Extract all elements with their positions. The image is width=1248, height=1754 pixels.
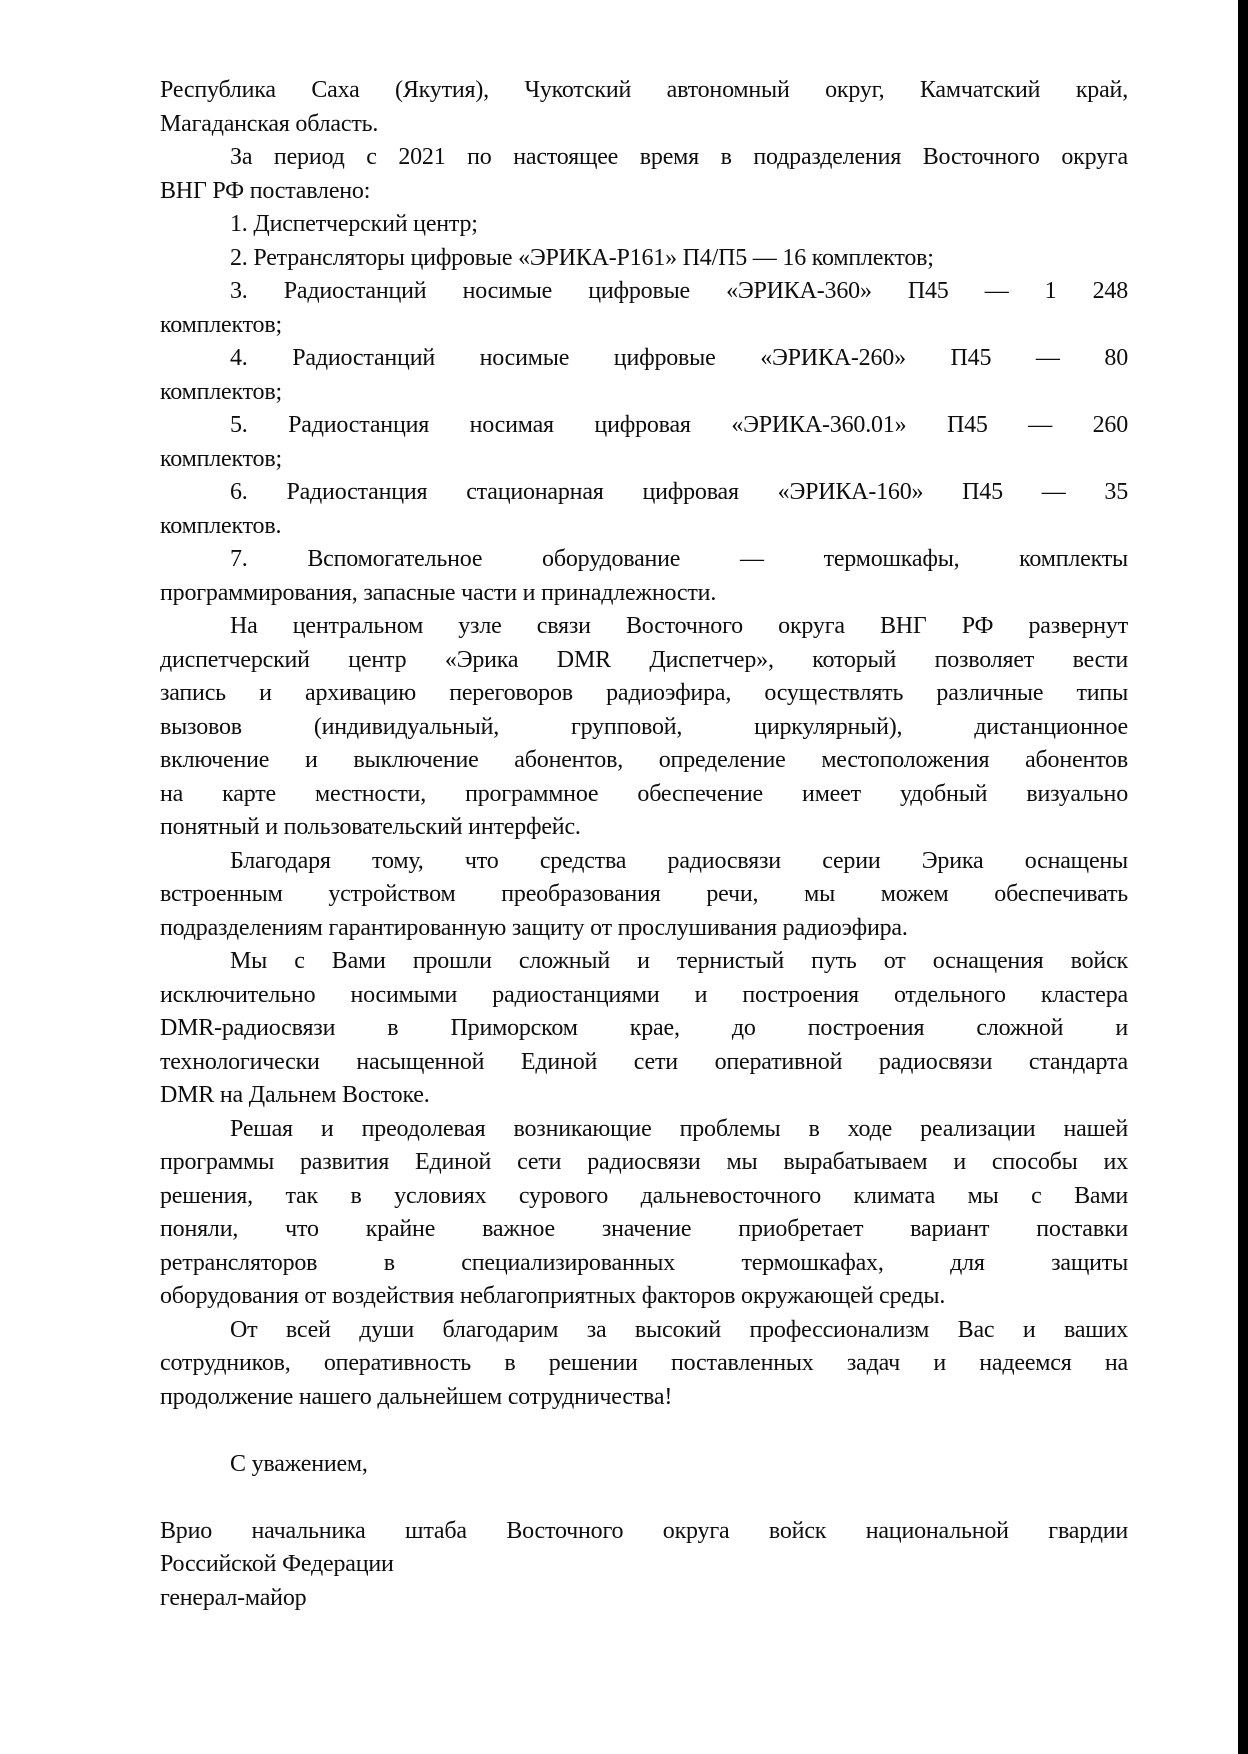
list-item-line: комплектов.	[160, 512, 282, 539]
text-line: запись и архивацию переговоров радиоэфира, осуществлять различные типы	[160, 680, 1128, 706]
list-item-line: программирования, запасные части и принадлежности.	[160, 579, 717, 606]
text-line: Мы с Вами прошли сложный и тернистый путь от оснащения войск	[230, 948, 1128, 974]
text-line: вызовов (индивидуальный, групповой, циркулярный), дистанционное	[160, 713, 1128, 740]
scan-edge-bar	[1238, 0, 1248, 1754]
list-item-line: комплектов;	[160, 445, 282, 472]
text-line: Республика Саха (Якутия), Чукотский автономный округ, Камчатский край,	[160, 77, 1128, 103]
text-line: на карте местности, программное обеспечение имеет удобный визуально	[160, 780, 1128, 807]
text-line: диспетчерский центр «Эрика DMR Диспетчер», который позволяет вести	[160, 646, 1128, 673]
list-item-line: комплектов;	[160, 378, 282, 405]
text-line: сотрудников, оперативность в решении поставленных задач и надеемся на	[160, 1350, 1128, 1376]
text-line: продолжение нашего дальнейшем сотрудничества!	[160, 1383, 673, 1410]
text-line: поняли, что крайне важное значение приобретает вариант поставки	[160, 1216, 1128, 1242]
text-line: Магаданская область.	[160, 110, 379, 137]
text-line: решения, так в условиях сурового дальневосточного климата мы с Вами	[160, 1182, 1128, 1209]
text-line: ретрансляторов в специализированных термошкафах, для защиты	[160, 1249, 1128, 1276]
text-line: исключительно носимыми радиостанциями и построения отдельного кластера	[160, 981, 1128, 1008]
closing-line: С уважением,	[230, 1450, 368, 1477]
signature-title-line: Российской Федерации	[160, 1551, 394, 1577]
text-line: понятный и пользовательский интерфейс.	[160, 814, 581, 840]
text-line: встроенным устройством преобразования речи, мы можем обеспечивать	[160, 881, 1128, 907]
signature-block	[160, 1515, 1128, 1616]
text-line: За период с 2021 по настоящее время в подразделения Восточного округа	[230, 144, 1128, 170]
list-item-line: комплектов;	[160, 311, 282, 338]
signature-title-line: Врио начальника штаба Восточного округа войск национальной гвардии	[160, 1517, 1128, 1544]
list-item-line: 7. Вспомогательное оборудование — термошкафы, комплекты	[230, 546, 1128, 572]
text-line: оборудования от воздействия неблагоприятных факторов окружающей среды.	[160, 1283, 946, 1309]
text-line: На центральном узле связи Восточного округа ВНГ РФ развернут	[230, 613, 1128, 639]
text-line: От всей души благодарим за высокий профессионализм Вас и ваших	[230, 1316, 1128, 1343]
text-line: DMR-радиосвязи в Приморском крае, до построения сложной и	[160, 1015, 1128, 1041]
list-item-line: 2. Ретрансляторы цифровые «ЭРИКА-Р161» П4/П5 — 16 комплектов;	[230, 244, 934, 271]
text-line: Благодаря тому, что средства радиосвязи серии Эрика оснащены	[230, 847, 1128, 874]
list-item-line: 6. Радиостанция стационарная цифровая «ЭРИКА-160» П45 — 35	[230, 479, 1128, 505]
list-item-line: 1. Диспетчерский центр;	[230, 211, 478, 237]
text-line: DMR на Дальнем Востоке.	[160, 1082, 430, 1108]
text-line: программы развития Единой сети радиосвязи мы вырабатываем и способы их	[160, 1149, 1128, 1175]
text-line: технологически насыщенной Единой сети оперативной радиосвязи стандарта	[160, 1048, 1128, 1075]
text-line: ВНГ РФ поставлено:	[160, 177, 371, 204]
text-line: подразделениям гарантированную защиту от прослушивания радиоэфира.	[160, 914, 908, 941]
signature-rank-line: генерал-майор	[160, 1584, 307, 1611]
text-line: Решая и преодолевая возникающие проблемы в ходе реализации нашей	[230, 1115, 1128, 1142]
list-item-line: 5. Радиостанция носимая цифровая «ЭРИКА-360.01» П45 — 260	[230, 412, 1128, 438]
list-item-line: 4. Радиостанций носимые цифровые «ЭРИКА-260» П45 — 80	[230, 345, 1128, 371]
letter-body	[160, 74, 1128, 1615]
text-line: включение и выключение абонентов, определение местоположения абонентов	[160, 747, 1128, 773]
list-item-line: 3. Радиостанций носимые цифровые «ЭРИКА-360» П45 — 1 248	[230, 278, 1128, 304]
